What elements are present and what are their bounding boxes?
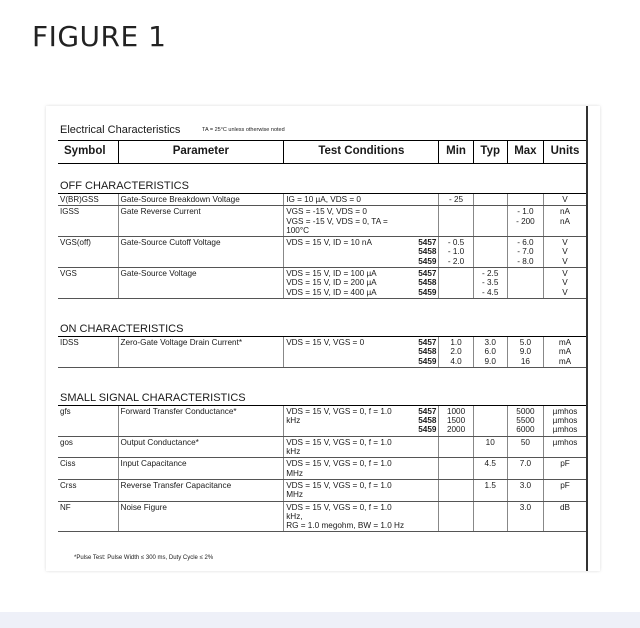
units-value: µmhos	[552, 416, 578, 426]
max-value: - 6.0	[517, 238, 534, 248]
condition-line: RG = 1.0 megohm, BW = 1.0 Hz	[286, 521, 405, 531]
characteristics-table	[58, 140, 586, 532]
col-typ: Typ	[473, 141, 507, 164]
max-cell	[507, 405, 543, 436]
conditions-cell	[284, 501, 439, 532]
max-value: 5.0	[519, 337, 532, 347]
typ-cell	[473, 501, 507, 532]
max-cell	[507, 501, 543, 532]
parameter-cell: Reverse Transfer Capacitance	[118, 479, 284, 501]
col-test-conditions: Test Conditions	[284, 141, 439, 164]
min-value: 1000	[446, 406, 466, 416]
condition-line: VDS = 15 V, ID = 200 µA	[286, 278, 377, 288]
conditions-wrap	[286, 338, 436, 366]
typ-cell	[473, 237, 507, 268]
max-value: 9.0	[519, 347, 532, 357]
parameter-cell: Gate-Source Cutoff Voltage	[118, 237, 284, 268]
part-number: 5458	[418, 247, 437, 257]
typ-value: 1.5	[484, 480, 496, 490]
conditions-cell	[284, 405, 439, 436]
max-value: 3.0	[519, 480, 532, 490]
conditions-wrap	[286, 195, 436, 204]
min-cell	[439, 458, 473, 480]
units-cell	[544, 405, 586, 436]
units-value: dB	[560, 502, 571, 512]
units-value: V	[562, 278, 568, 288]
min-cell	[439, 336, 473, 367]
units-value: mA	[558, 356, 572, 366]
symbol-cell: VGS	[58, 268, 118, 299]
typ-value: - 3.5	[482, 278, 499, 288]
parameter-cell: Gate-Source Voltage	[118, 268, 284, 299]
symbol-cell: IDSS	[58, 336, 118, 367]
parameter-cell: Gate-Source Breakdown Voltage	[118, 194, 284, 206]
table-row	[58, 237, 586, 268]
condition-line: VDS = 15 V, VGS = 0, f = 1.0 kHz	[286, 406, 392, 426]
conditions-cell	[284, 458, 439, 480]
units-cell	[544, 194, 586, 206]
max-value: 5000	[516, 406, 535, 416]
min-cell	[439, 206, 473, 237]
part-numbers	[406, 503, 436, 531]
max-cell	[507, 206, 543, 237]
symbol-cell: IGSS	[58, 206, 118, 237]
table-row	[58, 336, 586, 367]
part-number: 5459	[418, 425, 437, 435]
part-number: 5458	[418, 347, 437, 357]
typ-cell	[473, 458, 507, 480]
units-value: µmhos	[552, 406, 578, 416]
max-value: - 8.0	[517, 256, 534, 266]
conditions-cell	[284, 436, 439, 458]
conditions-wrap	[286, 503, 436, 531]
typ-cell	[473, 194, 507, 206]
units-value: µmhos	[552, 425, 578, 435]
conditions-text	[286, 503, 406, 531]
max-value: - 200	[516, 216, 535, 226]
max-value: 6000	[516, 425, 535, 435]
conditions-cell	[284, 479, 439, 501]
parameter-cell: Zero-Gate Voltage Drain Current*	[118, 336, 284, 367]
part-numbers	[406, 195, 436, 204]
part-number: 5458	[418, 278, 437, 288]
units-cell	[544, 436, 586, 458]
min-value: - 0.5	[447, 238, 465, 248]
footnote: *Pulse Test: Pulse Width ≤ 300 ms, Duty Cycle ≤ 2%	[74, 555, 214, 561]
conditions-wrap	[286, 407, 436, 435]
units-value: nA	[560, 216, 571, 226]
page-edge	[586, 106, 588, 571]
typ-value: 4.5	[484, 459, 496, 469]
conditions-text	[286, 207, 406, 235]
col-units: Units	[544, 141, 586, 164]
conditions-text	[286, 195, 406, 204]
units-value: V	[562, 195, 568, 204]
conditions-text	[286, 269, 406, 297]
table-body	[58, 164, 586, 532]
col-symbol: Symbol	[58, 141, 118, 164]
min-cell	[439, 268, 473, 299]
conditions-wrap	[286, 481, 436, 500]
units-value: V	[562, 269, 568, 279]
table-row	[58, 194, 586, 206]
conditions-text	[286, 481, 406, 500]
max-cell	[507, 268, 543, 299]
min-cell	[439, 405, 473, 436]
units-cell	[544, 458, 586, 480]
conditions-cell	[284, 237, 439, 268]
datasheet-image	[46, 106, 600, 571]
units-value: µmhos	[552, 437, 578, 447]
conditions-wrap	[286, 238, 436, 266]
max-value: - 1.0	[517, 207, 534, 217]
part-numbers	[406, 269, 436, 297]
units-cell	[544, 268, 586, 299]
parameter-cell: Gate Reverse Current	[118, 206, 284, 237]
symbol-cell: gfs	[58, 405, 118, 436]
typ-cell	[473, 336, 507, 367]
typ-cell	[473, 405, 507, 436]
max-value: 3.0	[519, 502, 532, 512]
max-cell	[507, 458, 543, 480]
conditions-wrap	[286, 207, 436, 235]
units-cell	[544, 501, 586, 532]
units-value: V	[562, 247, 568, 257]
temperature-note: TA = 25°C unless otherwise noted	[202, 127, 285, 133]
min-value: - 2.0	[447, 256, 465, 266]
parameter-cell: Output Conductance*	[118, 436, 284, 458]
max-cell	[507, 194, 543, 206]
symbol-cell: V(BR)GSS	[58, 194, 118, 206]
units-value: pF	[560, 480, 570, 490]
condition-line: VDS = 15 V, VGS = 0, f = 1.0 MHz	[286, 459, 392, 478]
max-value: 16	[520, 356, 530, 366]
section-header-row	[58, 367, 586, 405]
max-value: - 7.0	[517, 247, 534, 257]
symbol-cell: Crss	[58, 479, 118, 501]
part-number: 5457	[418, 406, 437, 416]
conditions-cell	[284, 206, 439, 237]
bottom-band	[0, 612, 640, 628]
typ-cell	[473, 436, 507, 458]
part-numbers	[406, 438, 436, 457]
typ-value: 6.0	[484, 347, 496, 357]
part-number: 5459	[418, 287, 437, 297]
condition-line: IG = 10 µA, VDS = 0	[286, 195, 361, 204]
typ-cell	[473, 206, 507, 237]
max-cell	[507, 436, 543, 458]
max-value: 7.0	[519, 459, 532, 469]
conditions-text	[286, 407, 406, 435]
typ-cell	[473, 268, 507, 299]
parameter-cell: Noise Figure	[118, 501, 284, 532]
typ-value: - 2.5	[482, 269, 499, 279]
min-cell	[439, 479, 473, 501]
units-cell	[544, 237, 586, 268]
symbol-cell: Ciss	[58, 458, 118, 480]
condition-line: VDS = 15 V, VGS = 0, f = 1.0 kHz,	[286, 502, 392, 521]
symbol-cell: VGS(off)	[58, 237, 118, 268]
part-numbers	[406, 338, 436, 366]
table-row	[58, 268, 586, 299]
part-number: 5457	[418, 337, 437, 347]
parameter-cell: Forward Transfer Conductance*	[118, 405, 284, 436]
min-value: 2.0	[450, 347, 462, 357]
units-value: V	[562, 238, 568, 248]
section-title: OFF CHARACTERISTICS	[58, 164, 586, 194]
units-value: nA	[560, 207, 571, 217]
conditions-text	[286, 459, 406, 478]
conditions-text	[286, 438, 406, 457]
part-number: 5458	[418, 416, 437, 426]
min-value: 4.0	[450, 356, 462, 366]
min-value: 1500	[446, 416, 466, 426]
units-value: V	[562, 287, 568, 297]
condition-line: VDS = 15 V, ID = 100 µA	[286, 269, 377, 279]
table-row	[58, 501, 586, 532]
part-numbers	[406, 207, 436, 235]
conditions-wrap	[286, 269, 436, 297]
conditions-text	[286, 338, 406, 366]
conditions-cell	[284, 194, 439, 206]
units-value: pF	[560, 459, 570, 469]
part-number: 5459	[418, 356, 437, 366]
condition-line: VDS = 15 V, VGS = 0	[286, 337, 365, 347]
parameter-cell: Input Capacitance	[118, 458, 284, 480]
electrical-characteristics-heading: Electrical Characteristics	[60, 124, 181, 136]
min-cell	[439, 237, 473, 268]
table-row	[58, 405, 586, 436]
table-header-row	[58, 141, 586, 164]
max-cell	[507, 237, 543, 268]
units-cell	[544, 479, 586, 501]
condition-line: VDS = 15 V, ID = 400 µA	[286, 287, 377, 297]
conditions-text	[286, 238, 406, 266]
conditions-wrap	[286, 459, 436, 478]
units-cell	[544, 206, 586, 237]
section-header-row	[58, 164, 586, 194]
typ-cell	[473, 479, 507, 501]
section-title: SMALL SIGNAL CHARACTERISTICS	[58, 367, 586, 405]
table-row	[58, 479, 586, 501]
col-parameter: Parameter	[118, 141, 284, 164]
units-value: mA	[558, 347, 572, 357]
conditions-wrap	[286, 438, 436, 457]
typ-value: 3.0	[484, 337, 496, 347]
min-value: 2000	[446, 425, 466, 435]
max-value: 5500	[516, 416, 535, 426]
max-cell	[507, 336, 543, 367]
condition-line: VGS = -15 V, VDS = 0, TA = 100°C	[286, 216, 388, 235]
part-number: 5459	[418, 256, 437, 266]
min-cell	[439, 501, 473, 532]
min-value: 1.0	[450, 337, 462, 347]
part-numbers	[406, 481, 436, 500]
section-header-row	[58, 298, 586, 336]
min-value: - 1.0	[447, 247, 465, 257]
part-number: 5457	[418, 238, 437, 248]
condition-line: VDS = 15 V, VGS = 0, f = 1.0 MHz	[286, 480, 392, 500]
units-value: mA	[558, 337, 572, 347]
symbol-cell: gos	[58, 436, 118, 458]
conditions-cell	[284, 336, 439, 367]
min-cell	[439, 436, 473, 458]
part-number: 5457	[418, 269, 437, 279]
typ-value: - 4.5	[482, 287, 499, 297]
condition-line: VGS = -15 V, VDS = 0	[286, 207, 367, 217]
table-row	[58, 206, 586, 237]
col-max: Max	[507, 141, 543, 164]
part-numbers	[406, 238, 436, 266]
condition-line: VDS = 15 V, ID = 10 nA	[286, 238, 372, 248]
figure-title: FIGURE 1	[32, 20, 167, 53]
units-value: V	[562, 256, 568, 266]
max-value: 50	[520, 437, 530, 447]
typ-value: 9.0	[484, 356, 496, 366]
condition-line: VDS = 15 V, VGS = 0, f = 1.0 kHz	[286, 437, 392, 457]
part-numbers	[406, 459, 436, 478]
min-cell	[439, 194, 473, 206]
typ-value: 10	[485, 437, 495, 447]
table-row	[58, 458, 586, 480]
min-value: - 25	[448, 195, 464, 204]
max-cell	[507, 479, 543, 501]
table-row	[58, 436, 586, 458]
part-numbers	[406, 407, 436, 435]
units-cell	[544, 336, 586, 367]
section-title: ON CHARACTERISTICS	[58, 298, 586, 336]
symbol-cell: NF	[58, 501, 118, 532]
col-min: Min	[439, 141, 473, 164]
conditions-cell	[284, 268, 439, 299]
